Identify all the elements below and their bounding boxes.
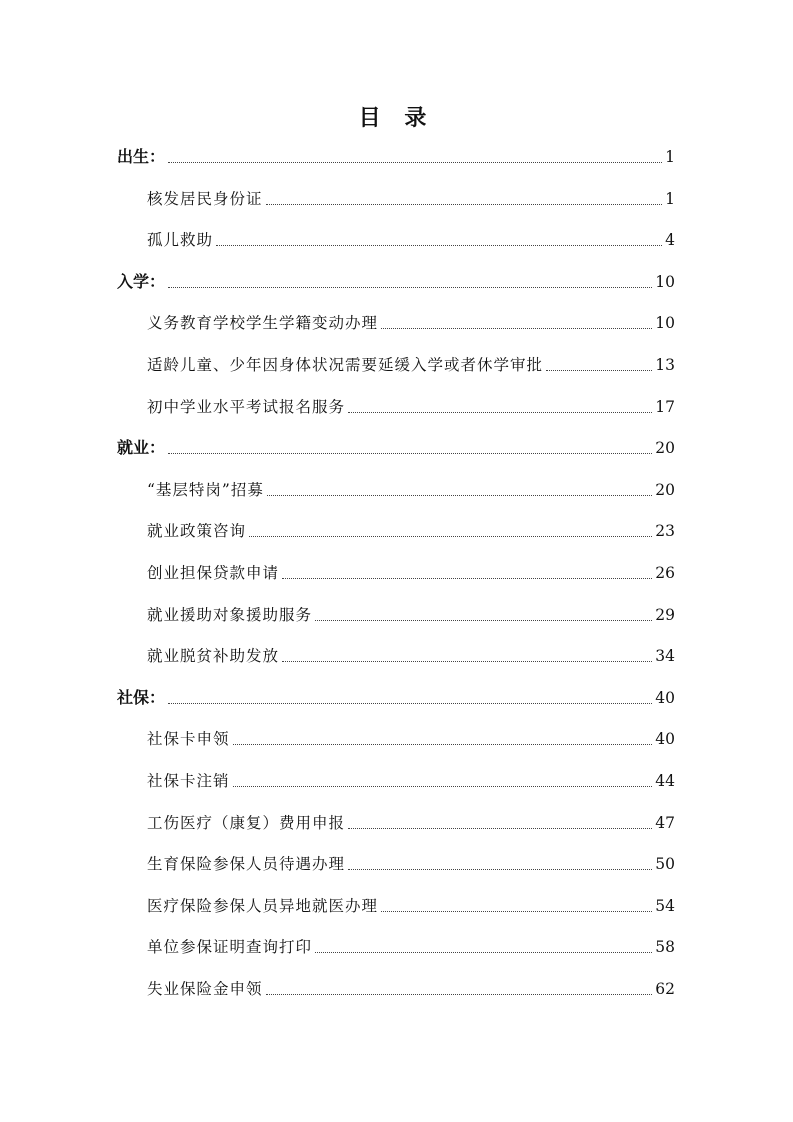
dot-leader bbox=[267, 495, 652, 496]
toc-page-number: 20 bbox=[655, 439, 675, 458]
toc-page-number: 20 bbox=[655, 480, 675, 499]
toc-section-entry[interactable] bbox=[117, 270, 675, 294]
dot-leader bbox=[546, 370, 652, 371]
toc-entry-label: 就业政策咨询 bbox=[147, 522, 247, 541]
toc-item-entry[interactable] bbox=[147, 561, 675, 585]
toc-page-number: 23 bbox=[655, 522, 675, 541]
toc-item-entry[interactable] bbox=[147, 603, 675, 627]
dot-leader bbox=[249, 536, 652, 537]
toc-entry-label: 就业脱贫补助发放 bbox=[147, 647, 280, 666]
toc-page-number: 54 bbox=[655, 896, 675, 915]
toc-item-entry[interactable] bbox=[147, 519, 675, 543]
dot-leader bbox=[168, 703, 652, 704]
toc-section-entry[interactable] bbox=[117, 145, 675, 169]
toc-entry-label: 核发居民身份证 bbox=[147, 189, 263, 208]
dot-leader bbox=[315, 620, 652, 621]
toc-item-entry[interactable] bbox=[147, 769, 675, 793]
toc-item-entry[interactable] bbox=[147, 811, 675, 835]
dot-leader bbox=[348, 412, 652, 413]
page-title: 目 录 bbox=[358, 105, 435, 131]
dot-leader bbox=[381, 328, 652, 329]
dot-leader bbox=[168, 287, 652, 288]
toc-entry-label: 义务教育学校学生学籍变动办理 bbox=[147, 314, 379, 333]
toc-entry-label: 就业援助对象援助服务 bbox=[147, 605, 313, 624]
dot-leader bbox=[168, 453, 652, 454]
toc-page-number: 10 bbox=[655, 272, 675, 291]
dot-leader bbox=[381, 911, 652, 912]
toc-page-number: 62 bbox=[655, 980, 675, 998]
toc-page-number: 26 bbox=[655, 564, 675, 582]
dot-leader bbox=[348, 828, 652, 829]
toc-page-number: 47 bbox=[655, 813, 675, 832]
toc-item-entry[interactable] bbox=[147, 353, 675, 377]
dot-leader bbox=[348, 869, 652, 870]
dot-leader bbox=[315, 952, 652, 953]
dot-leader bbox=[168, 162, 662, 163]
toc-item-entry[interactable] bbox=[147, 935, 675, 959]
toc-item-entry[interactable] bbox=[147, 187, 675, 211]
toc-item-entry[interactable] bbox=[147, 644, 675, 668]
toc-entry-label: “基层特岗”招募 bbox=[147, 480, 264, 499]
toc-item-entry[interactable] bbox=[147, 311, 675, 335]
dot-leader bbox=[233, 744, 653, 745]
toc-page-number: 44 bbox=[655, 772, 675, 790]
toc-page-number: 1 bbox=[665, 189, 675, 208]
toc-entry-label: 生育保险参保人员待遇办理 bbox=[147, 855, 346, 874]
toc-page-number: 13 bbox=[655, 356, 675, 374]
toc-page-number: 58 bbox=[655, 938, 675, 957]
toc-page-number: 17 bbox=[655, 397, 675, 416]
toc-item-entry[interactable] bbox=[147, 395, 675, 419]
toc-entry-label: 社保卡申领 bbox=[147, 730, 230, 749]
toc-entry-label: 初中学业水平考试报名服务 bbox=[147, 397, 346, 416]
dot-leader bbox=[266, 204, 663, 205]
toc-entry-label: 社保： bbox=[117, 687, 166, 707]
toc-entry-label: 适龄儿童、少年因身体状况需要延缓入学或者休学审批 bbox=[147, 356, 544, 374]
toc-section-entry[interactable] bbox=[117, 436, 675, 460]
toc-entry-label: 创业担保贷款申请 bbox=[147, 564, 280, 582]
toc-page-number: 40 bbox=[655, 730, 675, 749]
toc-page-number: 34 bbox=[655, 647, 675, 666]
dot-leader bbox=[266, 994, 653, 995]
toc-item-entry[interactable] bbox=[147, 852, 675, 876]
toc-entry-label: 入学： bbox=[117, 271, 166, 291]
toc-page-number: 29 bbox=[655, 605, 675, 624]
toc-page-number: 40 bbox=[655, 688, 675, 707]
toc-entry-label: 就业： bbox=[117, 438, 166, 458]
toc-item-entry[interactable] bbox=[147, 727, 675, 751]
toc-entry-label: 工伤医疗（康复）费用申报 bbox=[147, 813, 346, 832]
dot-leader bbox=[282, 578, 652, 579]
toc-item-entry[interactable] bbox=[147, 894, 675, 918]
toc-page-number: 4 bbox=[665, 231, 675, 250]
toc-item-entry[interactable] bbox=[147, 977, 675, 1001]
toc-entry-label: 医疗保险参保人员异地就医办理 bbox=[147, 896, 379, 915]
dot-leader bbox=[233, 786, 653, 787]
toc-section-entry[interactable] bbox=[117, 686, 675, 710]
dot-leader bbox=[216, 245, 662, 246]
toc-page-number: 10 bbox=[655, 314, 675, 333]
toc-item-entry[interactable] bbox=[147, 478, 675, 502]
toc-entry-label: 社保卡注销 bbox=[147, 772, 230, 790]
dot-leader bbox=[282, 661, 652, 662]
toc-item-entry[interactable] bbox=[147, 228, 675, 252]
toc-entry-label: 失业保险金申领 bbox=[147, 980, 263, 998]
toc-entry-label: 单位参保证明查询打印 bbox=[147, 938, 313, 957]
toc-page-number: 50 bbox=[655, 855, 675, 874]
toc-entry-label: 出生： bbox=[117, 147, 166, 166]
toc-entry-label: 孤儿救助 bbox=[147, 231, 214, 250]
toc-page-number: 1 bbox=[665, 148, 675, 166]
